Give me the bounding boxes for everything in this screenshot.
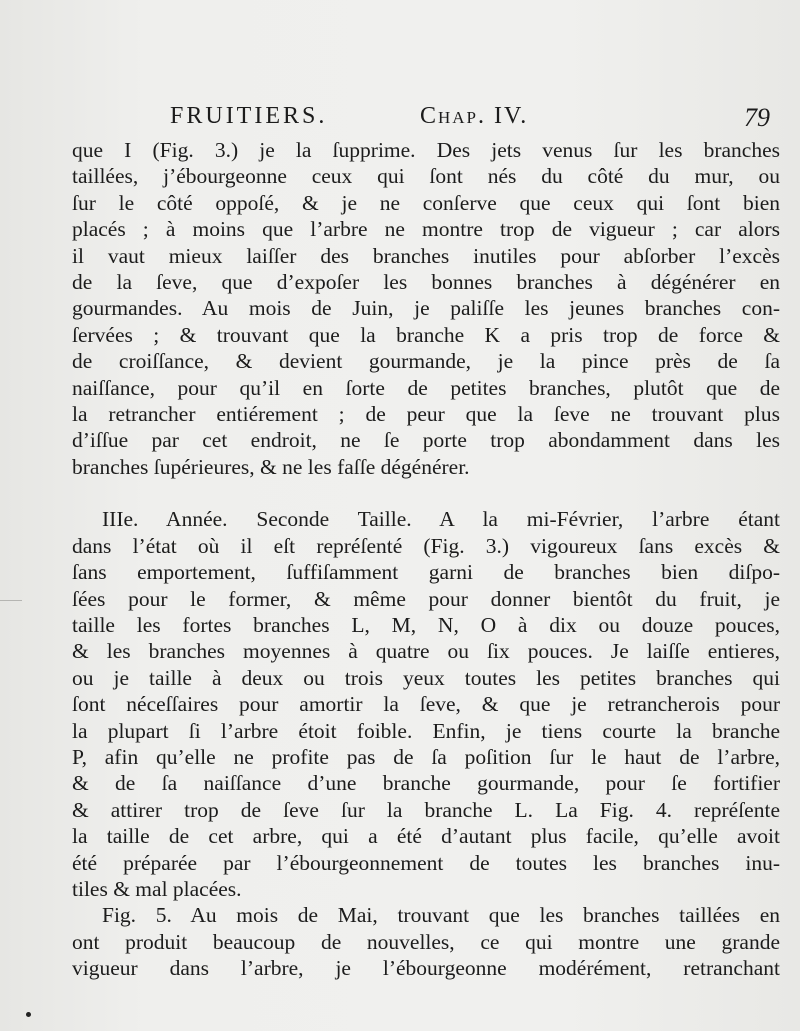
text-line: ou je taille à deux ou trois yeux toutes les petites branches qui <box>72 665 780 690</box>
text-line: taille les fortes branches L, M, N, O à dix ou douze pouces, <box>72 612 780 637</box>
text-line: naiſſance, pour qu’il en ſorte de petites branches, plutôt que de <box>72 375 780 400</box>
text-line: P, afin qu’elle ne profite pas de ſa poſition ſur le haut de l’arbre, <box>72 744 780 769</box>
body-text <box>72 137 780 982</box>
text-line: Fig. 5. Au mois de Mai, trouvant que les branches taillées en <box>102 903 780 928</box>
text-line: dans l’état où il eſt repréſenté (Fig. 3.) vigoureux ſans excès & <box>72 533 780 558</box>
text-line: IIIe. Année. Seconde Taille. A la mi-Février, l’arbre étant <box>102 507 780 532</box>
text-line: tiles & mal placées. <box>72 876 242 901</box>
chapter-label: Chap. IV. <box>420 103 529 129</box>
text-line: que I (Fig. 3.) je la ſupprime. Des jets venus ſur les branches <box>72 138 780 162</box>
text-line: & les branches moyennes à quatre ou ſix pouces. Je laiſſe entieres, <box>72 639 780 664</box>
paragraph-3 <box>72 902 780 981</box>
page-number: 79 <box>744 103 770 132</box>
text-line: placés ; à moins que l’arbre ne montre trop de vigueur ; car alors <box>72 217 780 242</box>
text-line: gourmandes. Au mois de Juin, je paliſſe les jeunes branches con- <box>72 296 780 321</box>
text-line: de la ſeve, que d’expoſer les bonnes branches à dégénérer en <box>72 270 780 295</box>
text-line: ſans emportement, ſuffiſamment garni de branches bien diſpo- <box>72 560 780 585</box>
text-line: & attirer trop de ſeve ſur la branche L. La Fig. 4. repréſente <box>72 797 780 822</box>
text-line: d’iſſue par cet endroit, ne ſe porte trop abondamment dans les <box>72 428 780 453</box>
text-line: taillées, j’ébourgeonne ceux qui ſont nés du côté du mur, ou <box>72 164 780 189</box>
paragraph-2 <box>72 506 780 902</box>
paragraph-gap <box>72 480 780 506</box>
text-line: ſées pour le former, & même pour donner bientôt du fruit, je <box>72 586 780 611</box>
text-line: de croiſſance, & devient gourmande, je la pince près de ſa <box>72 349 780 374</box>
text-line: ſervées ; & trouvant que la branche K a pris trop de force & <box>72 322 780 347</box>
ink-speck <box>26 1012 31 1017</box>
text-line: vigueur dans l’arbre, je l’ébourgeonne modérément, retranchant <box>72 956 780 981</box>
text-line: il vaut mieux laiſſer des branches inutiles pour abſorber l’excès <box>72 243 780 268</box>
page-header <box>170 97 770 137</box>
text-line: la retrancher entiérement ; de peur que la ſeve ne trouvant plus <box>72 402 780 427</box>
text-line: été préparée par l’ébourgeonnement de toutes les branches inu- <box>72 850 780 875</box>
page-edge-tick <box>0 600 22 601</box>
text-line: la taille de cet arbre, qui a été d’autant plus facile, qu’elle avoit <box>72 824 780 849</box>
text-line: branches ſupérieures, & ne les faſſe dégénérer. <box>72 454 470 479</box>
text-line: ſur le côté oppoſé, & je ne conſerve que ceux qui ſont bien <box>72 190 780 215</box>
text-line: la plupart ſi l’arbre étoit foible. Enfin, je tiens courte la branche <box>72 718 780 743</box>
text-line: ont produit beaucoup de nouvelles, ce qui montre une grande <box>72 929 780 954</box>
running-title: FRUITIERS. <box>170 103 328 129</box>
text-line: ſont néceſſaires pour amortir la ſeve, & que je retrancherois pour <box>72 692 780 717</box>
text-line: & de ſa naiſſance d’une branche gourmande, pour ſe fortifier <box>72 771 780 796</box>
paragraph-1 <box>72 137 780 480</box>
